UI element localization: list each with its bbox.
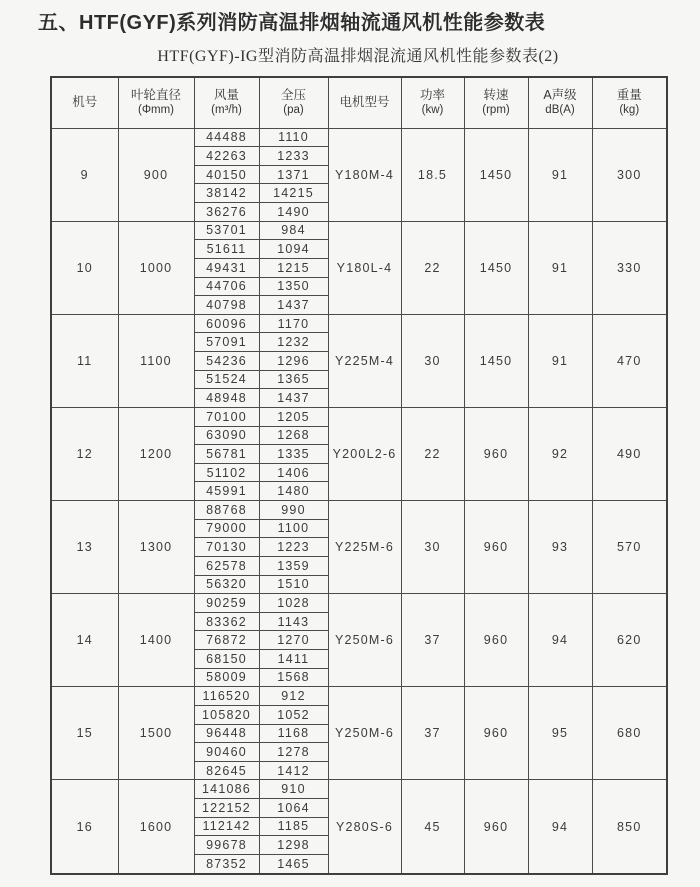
- cell-flow: 51611: [194, 240, 259, 259]
- cell-diameter: 1000: [118, 221, 194, 314]
- cell-flow: 82645: [194, 761, 259, 780]
- cell-motor-model: Y225M-6: [328, 501, 401, 594]
- cell-weight: 490: [592, 407, 667, 500]
- cell-weight: 680: [592, 687, 667, 780]
- cell-noise-level: 94: [528, 780, 592, 874]
- cell-flow: 68150: [194, 650, 259, 669]
- table-row: [51, 594, 667, 613]
- cell-flow: 141086: [194, 780, 259, 799]
- cell-pressure: 1215: [259, 258, 328, 277]
- cell-machine-no: 15: [51, 687, 118, 780]
- cell-flow: 99678: [194, 836, 259, 855]
- cell-flow: 40150: [194, 165, 259, 184]
- cell-noise-level: 91: [528, 314, 592, 407]
- cell-pressure: 1298: [259, 836, 328, 855]
- column-header-pressure: [259, 77, 328, 128]
- cell-pressure: 1223: [259, 538, 328, 557]
- cell-flow: 96448: [194, 724, 259, 743]
- table-subtitle: HTF(GYF)-IG型消防高温排烟混流通风机性能参数表(2): [157, 48, 559, 65]
- table-row: [51, 501, 667, 520]
- page-title: 五、HTF(GYF)系列消防高温排烟轴流通风机性能参数表: [38, 12, 546, 34]
- cell-speed: 960: [464, 780, 528, 874]
- column-header-label: 转速: [483, 88, 509, 103]
- cell-diameter: 1400: [118, 594, 194, 687]
- cell-pressure: 1168: [259, 724, 328, 743]
- cell-flow: 44706: [194, 277, 259, 296]
- cell-machine-no: 14: [51, 594, 118, 687]
- cell-flow: 54236: [194, 352, 259, 371]
- cell-flow: 51524: [194, 370, 259, 389]
- cell-pressure: 1268: [259, 426, 328, 445]
- cell-pressure: 1064: [259, 799, 328, 818]
- cell-speed: 960: [464, 407, 528, 500]
- cell-pressure: 1412: [259, 761, 328, 780]
- cell-pressure: 1278: [259, 743, 328, 762]
- cell-flow: 49431: [194, 258, 259, 277]
- cell-pressure: 14215: [259, 184, 328, 203]
- cell-motor-model: Y180M-4: [328, 128, 401, 221]
- column-header-label: 叶轮直径: [130, 88, 181, 103]
- cell-noise-level: 94: [528, 594, 592, 687]
- cell-noise-level: 93: [528, 501, 592, 594]
- cell-motor-model: Y225M-4: [328, 314, 401, 407]
- cell-flow: 36276: [194, 203, 259, 222]
- cell-flow: 70100: [194, 407, 259, 426]
- column-header-unit: (m³/h): [211, 104, 242, 117]
- cell-flow: 60096: [194, 314, 259, 333]
- cell-power: 37: [401, 687, 464, 780]
- cell-weight: 300: [592, 128, 667, 221]
- column-header-label: 电机型号: [339, 95, 390, 110]
- cell-pressure: 1185: [259, 817, 328, 836]
- cell-motor-model: Y250M-6: [328, 687, 401, 780]
- cell-speed: 1450: [464, 314, 528, 407]
- cell-pressure: 1233: [259, 147, 328, 166]
- column-header-speed: [464, 77, 528, 128]
- table-header: [51, 77, 667, 128]
- table-row: [51, 128, 667, 147]
- cell-power: 30: [401, 314, 464, 407]
- table-row: [51, 407, 667, 426]
- cell-flow: 45991: [194, 482, 259, 501]
- cell-power: 45: [401, 780, 464, 874]
- cell-flow: 79000: [194, 519, 259, 538]
- cell-pressure: 912: [259, 687, 328, 706]
- cell-speed: 1450: [464, 128, 528, 221]
- cell-flow: 112142: [194, 817, 259, 836]
- column-header-weight: [592, 77, 667, 128]
- table-header-row: [51, 77, 667, 128]
- cell-flow: 88768: [194, 501, 259, 520]
- table-row: [51, 780, 667, 799]
- cell-pressure: 984: [259, 221, 328, 240]
- cell-flow: 116520: [194, 687, 259, 706]
- cell-noise-level: 91: [528, 128, 592, 221]
- cell-weight: 850: [592, 780, 667, 874]
- column-header-unit: dB(A): [545, 104, 575, 117]
- cell-speed: 1450: [464, 221, 528, 314]
- cell-weight: 620: [592, 594, 667, 687]
- cell-flow: 44488: [194, 128, 259, 147]
- cell-pressure: 1490: [259, 203, 328, 222]
- cell-flow: 53701: [194, 221, 259, 240]
- column-header-flow: [194, 77, 259, 128]
- cell-flow: 87352: [194, 854, 259, 874]
- column-header-noise-level: [528, 77, 592, 128]
- cell-flow: 40798: [194, 296, 259, 315]
- cell-noise-level: 95: [528, 687, 592, 780]
- cell-motor-model: Y180L-4: [328, 221, 401, 314]
- cell-flow: 58009: [194, 668, 259, 687]
- cell-flow: 62578: [194, 556, 259, 575]
- cell-power: 37: [401, 594, 464, 687]
- cell-pressure: 1100: [259, 519, 328, 538]
- column-header-motor-model: [328, 77, 401, 128]
- cell-pressure: 1437: [259, 389, 328, 408]
- cell-pressure: 1028: [259, 594, 328, 613]
- cell-pressure: 1205: [259, 407, 328, 426]
- cell-diameter: 1100: [118, 314, 194, 407]
- cell-pressure: 1143: [259, 612, 328, 631]
- column-header-diameter: [118, 77, 194, 128]
- cell-diameter: 1300: [118, 501, 194, 594]
- cell-pressure: 1437: [259, 296, 328, 315]
- cell-pressure: 1052: [259, 705, 328, 724]
- cell-noise-level: 91: [528, 221, 592, 314]
- column-header-unit: (Φmm): [138, 104, 174, 117]
- cell-weight: 330: [592, 221, 667, 314]
- cell-pressure: 1411: [259, 650, 328, 669]
- column-header-unit: (rpm): [482, 104, 510, 117]
- cell-flow: 56320: [194, 575, 259, 594]
- cell-motor-model: Y250M-6: [328, 594, 401, 687]
- column-header-label: 全压: [280, 88, 306, 103]
- cell-pressure: 1110: [259, 128, 328, 147]
- cell-speed: 960: [464, 687, 528, 780]
- cell-diameter: 1600: [118, 780, 194, 874]
- cell-flow: 105820: [194, 705, 259, 724]
- cell-weight: 570: [592, 501, 667, 594]
- cell-motor-model: Y280S-6: [328, 780, 401, 874]
- fan-table-body: [51, 128, 667, 874]
- column-header-label: 风量: [213, 88, 239, 103]
- cell-power: 22: [401, 407, 464, 500]
- fan-performance-table: [50, 76, 668, 875]
- table-row: [51, 687, 667, 706]
- cell-pressure: 1232: [259, 333, 328, 352]
- cell-flow: 70130: [194, 538, 259, 557]
- cell-pressure: 1296: [259, 352, 328, 371]
- cell-speed: 960: [464, 501, 528, 594]
- cell-pressure: 1510: [259, 575, 328, 594]
- cell-power: 18.5: [401, 128, 464, 221]
- column-header-unit: (pa): [283, 104, 304, 117]
- cell-machine-no: 10: [51, 221, 118, 314]
- cell-motor-model: Y200L2-6: [328, 407, 401, 500]
- cell-flow: 76872: [194, 631, 259, 650]
- cell-flow: 56781: [194, 445, 259, 464]
- column-header-unit: (kg): [619, 104, 640, 117]
- cell-pressure: 1350: [259, 277, 328, 296]
- cell-machine-no: 13: [51, 501, 118, 594]
- cell-power: 22: [401, 221, 464, 314]
- cell-weight: 470: [592, 314, 667, 407]
- cell-machine-no: 9: [51, 128, 118, 221]
- cell-diameter: 900: [118, 128, 194, 221]
- cell-noise-level: 92: [528, 407, 592, 500]
- cell-flow: 51102: [194, 463, 259, 482]
- table-row: [51, 221, 667, 240]
- cell-diameter: 1200: [118, 407, 194, 500]
- cell-machine-no: 12: [51, 407, 118, 500]
- cell-pressure: 1094: [259, 240, 328, 259]
- column-header-label: 机号: [72, 95, 98, 110]
- cell-flow: 90460: [194, 743, 259, 762]
- cell-flow: 57091: [194, 333, 259, 352]
- column-header-label: A声级: [543, 88, 577, 103]
- cell-pressure: 990: [259, 501, 328, 520]
- column-header-power: [401, 77, 464, 128]
- cell-flow: 90259: [194, 594, 259, 613]
- column-header-machine-no: [51, 77, 118, 128]
- cell-pressure: 1465: [259, 854, 328, 874]
- cell-pressure: 1270: [259, 631, 328, 650]
- cell-pressure: 1480: [259, 482, 328, 501]
- cell-pressure: 1365: [259, 370, 328, 389]
- column-header-label: 功率: [419, 88, 445, 103]
- cell-pressure: 1371: [259, 165, 328, 184]
- cell-pressure: 1568: [259, 668, 328, 687]
- cell-flow: 63090: [194, 426, 259, 445]
- cell-pressure: 1359: [259, 556, 328, 575]
- cell-speed: 960: [464, 594, 528, 687]
- cell-machine-no: 16: [51, 780, 118, 874]
- table-row: [51, 314, 667, 333]
- cell-pressure: 910: [259, 780, 328, 799]
- cell-flow: 83362: [194, 612, 259, 631]
- cell-flow: 38142: [194, 184, 259, 203]
- column-header-label: 重量: [616, 88, 642, 103]
- column-header-unit: (kw): [421, 104, 444, 117]
- cell-machine-no: 11: [51, 314, 118, 407]
- cell-flow: 48948: [194, 389, 259, 408]
- cell-pressure: 1406: [259, 463, 328, 482]
- cell-power: 30: [401, 501, 464, 594]
- cell-pressure: 1170: [259, 314, 328, 333]
- cell-flow: 122152: [194, 799, 259, 818]
- cell-flow: 42263: [194, 147, 259, 166]
- cell-diameter: 1500: [118, 687, 194, 780]
- cell-pressure: 1335: [259, 445, 328, 464]
